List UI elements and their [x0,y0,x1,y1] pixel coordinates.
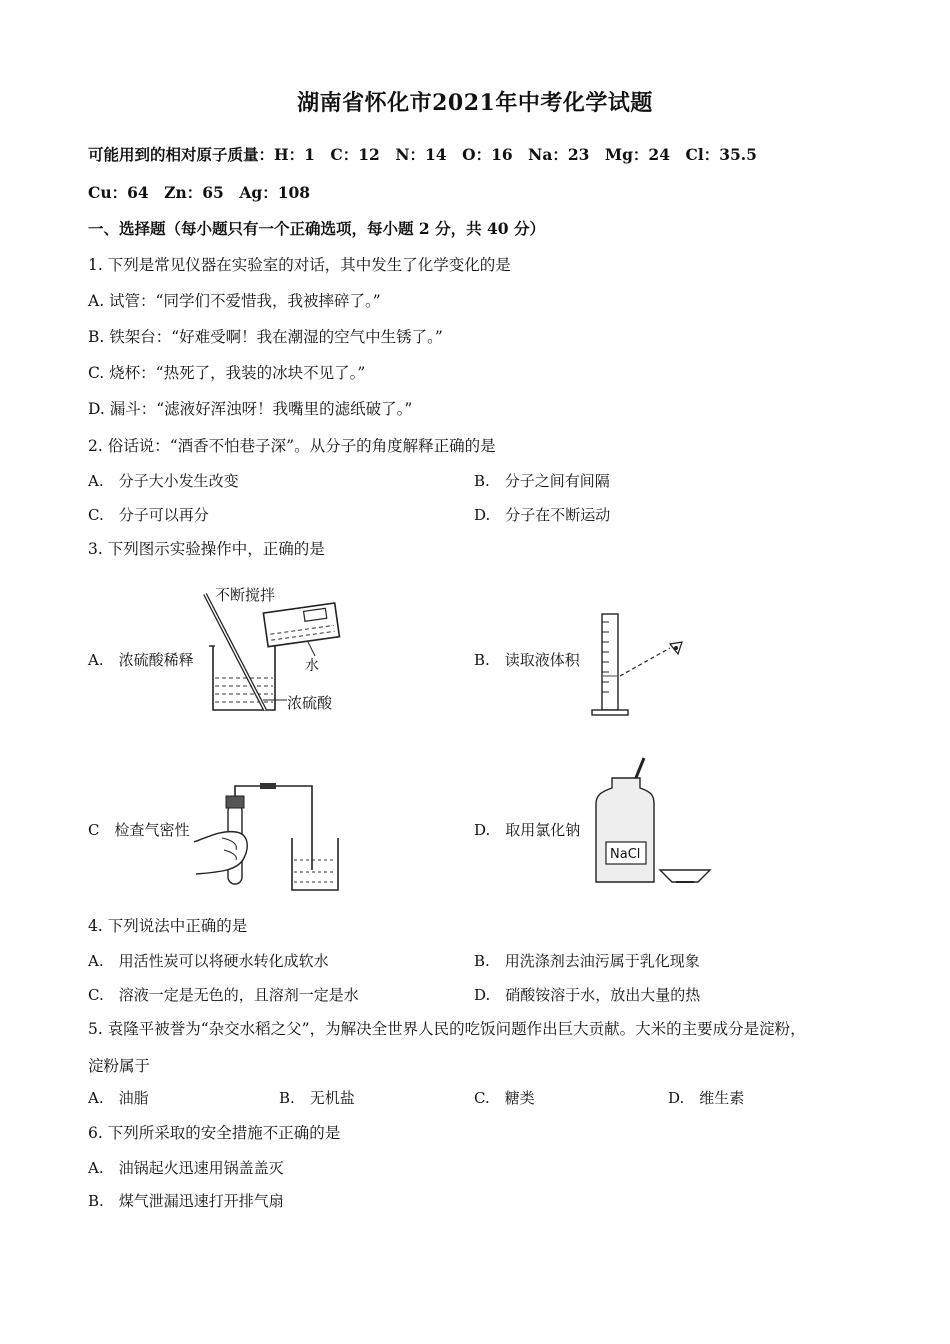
q3-option-c: C 检查气密性 [88,821,190,839]
q5-stem-line-2: 淀粉属于 [88,1057,151,1075]
section-heading: 一、选择题（每小题只有一个正确选项，每小题 2 分，共 40 分） [88,219,545,238]
q2-option-a: A. 分子大小发生改变 [88,472,239,490]
q4-option-d: D. 硝酸铵溶于水，放出大量的热 [474,986,701,1004]
figure-stir-label: 不断搅拌 [215,586,276,604]
q3-option-d: D. 取用氯化钠 [474,821,581,839]
atomic-mass-line-1: 可能用到的相对原子质量：H：1 C：12 N：14 O：16 Na：23 Mg：24 Cl：35.5 [88,145,757,164]
q6-option-a: A. 油锅起火迅速用锅盖盖灭 [88,1159,284,1177]
q2-option-c: C. 分子可以再分 [88,506,209,524]
q4-option-a: A. 用活性炭可以将硬水转化成软水 [88,952,329,970]
q1-option-d: D. 漏斗：“滤液好浑浊呀！我嘴里的滤纸破了。” [88,400,413,418]
q5-option-c: C. 糖类 [474,1089,535,1107]
q1-option-c: C. 烧杯：“热死了，我装的冰块不见了。” [88,364,366,382]
q6-option-b: B. 煤气泄漏迅速打开排气扇 [88,1192,284,1210]
q6-stem: 6. 下列所采取的安全措施不正确的是 [88,1124,341,1142]
q5-option-d: D. 维生素 [668,1089,745,1107]
q4-stem: 4. 下列说法中正确的是 [88,917,248,935]
q5-option-b: B. 无机盐 [279,1089,355,1107]
q2-option-d: D. 分子在不断运动 [474,506,611,524]
figure-graduated-cylinder [590,610,700,720]
q3-option-b: B. 读取液体积 [474,651,580,669]
page-title: 湖南省怀化市2021年中考化学试题 [297,90,653,116]
figure-nacl-bottle [592,752,717,892]
figure-airtight-check [192,780,352,895]
q5-stem-line-1: 5. 袁隆平被誉为“杂交水稻之父”，为解决全世界人民的吃饭问题作出巨大贡献。大米的主要成分是淀粉， [88,1020,806,1038]
figure-water-label: 水 [305,658,319,674]
figure-acid-label: 浓硫酸 [287,694,333,712]
q1-stem: 1. 下列是常见仪器在实验室的对话，其中发生了化学变化的是 [88,256,511,274]
q4-option-b: B. 用洗涤剂去油污属于乳化现象 [474,952,700,970]
q2-stem: 2. 俗话说：“酒香不怕巷子深”。从分子的角度解释正确的是 [88,437,496,455]
atomic-mass-line-2: Cu：64 Zn：65 Ag：108 [88,183,311,202]
figure-acid-dilution [195,582,365,718]
q2-option-b: B. 分子之间有间隔 [474,472,610,490]
figure-nacl-label: NaCl [610,847,641,862]
q1-option-b: B. 铁架台：“好难受啊！我在潮湿的空气中生锈了。” [88,328,443,346]
q4-option-c: C. 溶液一定是无色的，且溶剂一定是水 [88,986,359,1004]
q3-stem: 3. 下列图示实验操作中，正确的是 [88,540,325,558]
q3-option-a: A. 浓硫酸稀释 [88,651,194,669]
q5-option-a: A. 油脂 [88,1089,149,1107]
q1-option-a: A. 试管：“同学们不爱惜我，我被摔碎了。” [88,292,381,310]
